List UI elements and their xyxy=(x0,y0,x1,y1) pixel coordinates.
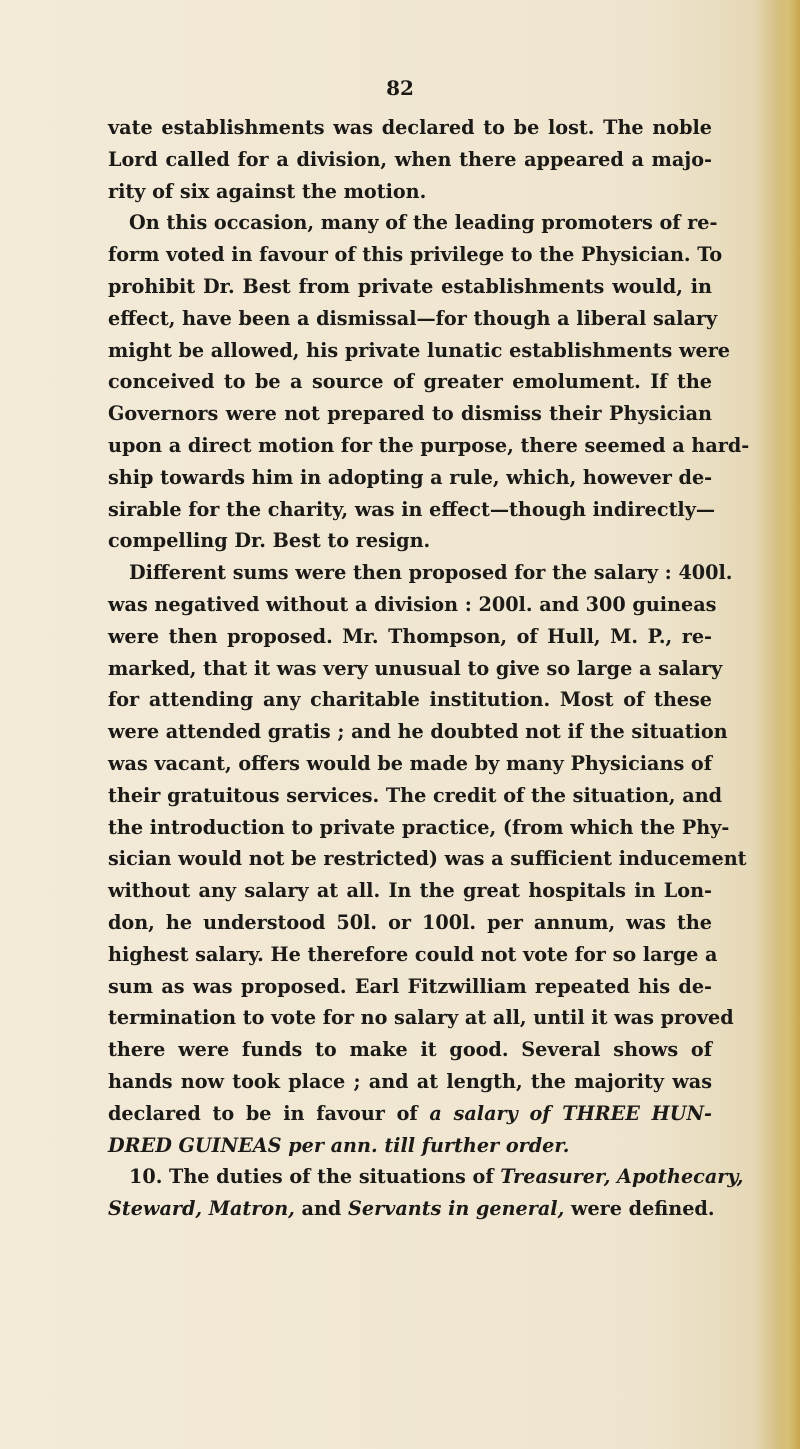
text-line: sirable for the charity, was in effect—though indirectly— xyxy=(108,497,716,521)
text-line: termination to vote for no salary at all, until it was proved xyxy=(108,1006,734,1030)
text-span: declared to be in favour of xyxy=(108,1101,430,1125)
body-text xyxy=(108,112,750,1225)
text-line: effect, have been a dismissal—for though a liberal salary xyxy=(108,306,718,330)
text-line: were attended gratis ; and he doubted not if the situation xyxy=(108,720,728,744)
text-line: was negatived without a division : 200l. and 300 guineas xyxy=(108,592,717,616)
text-line: were then proposed. Mr. Thompson, of Hull, M. P., re- xyxy=(108,624,712,648)
text-line: marked, that it was very unusual to give so large a salary xyxy=(108,656,723,680)
text-line xyxy=(108,1098,712,1130)
text-line: don, he understood 50l. or 100l. per annum, was the xyxy=(108,910,712,934)
text-line: ship towards him in adopting a rule, which, however de- xyxy=(108,465,713,489)
text-line: there were funds to make it good. Several shows of xyxy=(108,1038,712,1062)
text-line: for attending any charitable institution. Most of these xyxy=(108,688,712,712)
text-line: sician would not be restricted) was a sufficient inducement xyxy=(108,847,747,871)
text-line: highest salary. He therefore could not vote for so large a xyxy=(108,942,718,966)
text-line: On this occasion, many of the leading promoters of re- xyxy=(129,211,718,235)
text-line: Different sums were then proposed for the salary : 400l. xyxy=(129,561,733,585)
text-line: might be allowed, his private lunatic establishments were xyxy=(108,338,731,362)
italic-span: DRED GUINEAS per ann. till further order. xyxy=(108,1133,570,1157)
text-line: sum as was proposed. Earl Fitzwilliam repeated his de- xyxy=(108,974,712,998)
text-line: the introduction to private practice, (from which the Phy- xyxy=(108,815,730,839)
page-number: 82 xyxy=(386,76,414,100)
text-span: 10. The duties of the situations of xyxy=(129,1165,501,1189)
text-line: form voted in favour of this privilege to the Physician. To xyxy=(108,243,723,267)
text-line: vate establishments was declared to be lost. The noble xyxy=(108,116,712,139)
text-line: rity of six against the motion. xyxy=(108,179,427,203)
text-line: without any salary at all. In the great hospitals in Lon- xyxy=(108,879,712,903)
text-line: their gratuitous services. The credit of the situation, and xyxy=(108,783,723,807)
text-line: compelling Dr. Best to resign. xyxy=(108,529,431,553)
text-span: were defined. xyxy=(564,1197,715,1221)
text-line: prohibit Dr. Best from private establishments would, in xyxy=(108,274,712,298)
text-line xyxy=(108,1130,712,1162)
italic-span: Treasurer, Apothecary, xyxy=(500,1165,744,1189)
text-line: hands now took place ; and at length, the majority was xyxy=(108,1069,712,1093)
italic-span: Servants in general, xyxy=(348,1197,565,1221)
text-line: upon a direct motion for the purpose, there seemed a hard- xyxy=(108,433,750,457)
text-line xyxy=(108,1161,744,1193)
text-line xyxy=(108,1193,715,1225)
text-line: was vacant, offers would be made by many Physicians of xyxy=(108,751,712,775)
text-line: Governors were not prepared to dismiss their Physician xyxy=(108,402,712,426)
italic-span: Steward, Matron, xyxy=(108,1197,295,1221)
text-span: and xyxy=(294,1197,349,1221)
italic-span: a salary of THREE HUN- xyxy=(429,1101,712,1125)
text-line: conceived to be a source of greater emolument. If the xyxy=(108,370,712,394)
text-line: Lord called for a division, when there appeared a majo- xyxy=(108,147,712,171)
page-edge-discoloration xyxy=(774,0,800,1449)
